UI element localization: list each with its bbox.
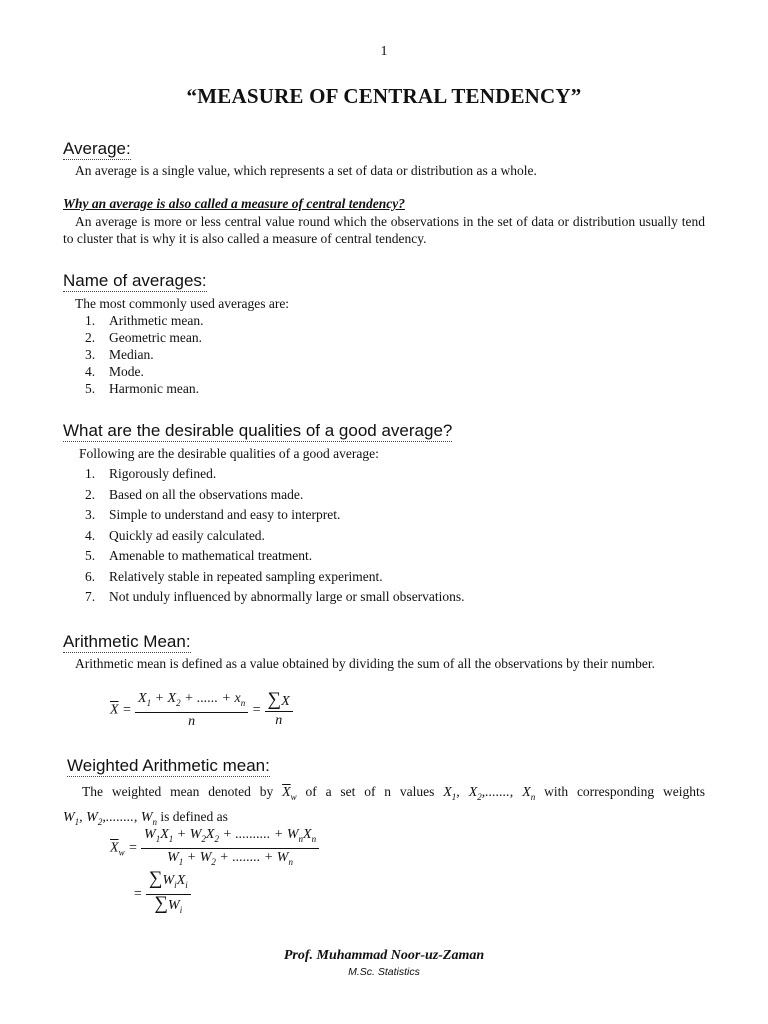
heading-average: Average: (63, 139, 131, 158)
list-item: 2. Geometric mean. (85, 330, 202, 345)
list-item: 1. Rigorously defined. (85, 466, 217, 481)
list-item: 7. Not unduly influenced by abnormally large or small observations. (85, 589, 465, 604)
list-item: 3. Median. (85, 347, 154, 362)
heading-weighted-mean: Weighted Arithmetic mean: (67, 756, 270, 775)
list-item: 1. Arithmetic mean. (85, 313, 204, 328)
list-item: 4. Mode. (85, 364, 144, 379)
page-number: 1 (380, 44, 388, 59)
list-item: 4. Quickly ad easily calculated. (85, 527, 265, 543)
qualities-list (63, 464, 465, 608)
weighted-mean-formula: $\overline{X}_w$ = $\frac{W_1X_1 + W_2X_2 + .......... + W_nX_n}{W_1 + W_2 + ........ + W_n}$ (110, 826, 319, 871)
list-item: 6. Relatively stable in repeated sampling experiment. (85, 568, 383, 584)
weighted-definition: The weighted mean denoted by $\overline{X}_w$ of a set of n values $X_1$, $X_2$,......., $X_n$ with corresponding weights $W_1$, $W_2$,........, $W_n$ is defined as (63, 784, 705, 827)
heading-desirable-qualities: What are the desirable qualities of a good average? (63, 421, 453, 440)
list-item: 2. Based on all the observations made. (85, 486, 304, 502)
list-item: 5. Amenable to mathematical treatment. (85, 548, 313, 563)
average-question: Why an average is also called a measure of central tendency? (63, 196, 405, 211)
weighted-mean-sum-formula: = $\frac{\sum W_iX_i}{\sum W_i}$ (133, 870, 191, 919)
list-item: 3. Simple to understand and easy to interpret. (85, 507, 341, 522)
arithmetic-definition: Arithmetic mean is defined as a value obtained by dividing the sum of all the observations by their number. (75, 656, 655, 671)
qualities-intro: Following are the desirable qualities of a good average: (79, 446, 379, 461)
list-item: 5. Harmonic mean. (85, 381, 199, 396)
footer-degree: M.Sc. Statistics (348, 966, 420, 978)
footer-author: Prof. Muhammad Noor-uz-Zaman (283, 948, 485, 963)
page-title: “MEASURE OF CENTRAL TENDENCY” (186, 84, 582, 108)
average-answer: An average is more or less central value round which the observations in the set of data or distribution usually tend to cluster that is why it is also called a measure of central tendency. (63, 214, 705, 246)
average-definition: An average is a single value, which represents a set of data or distribution as a whole. (75, 163, 537, 178)
heading-name-of-averages: Name of averages: (63, 271, 207, 290)
arithmetic-mean-formula: $\overline{X}$ = $\frac{X_1 + X_2 + ...... + x_n}{n}$ = $\frac{\sum X}{n}$ (110, 690, 293, 731)
heading-arithmetic-mean: Arithmetic Mean: (63, 632, 191, 651)
names-intro: The most commonly used averages are: (75, 296, 290, 311)
averages-list (63, 312, 203, 397)
